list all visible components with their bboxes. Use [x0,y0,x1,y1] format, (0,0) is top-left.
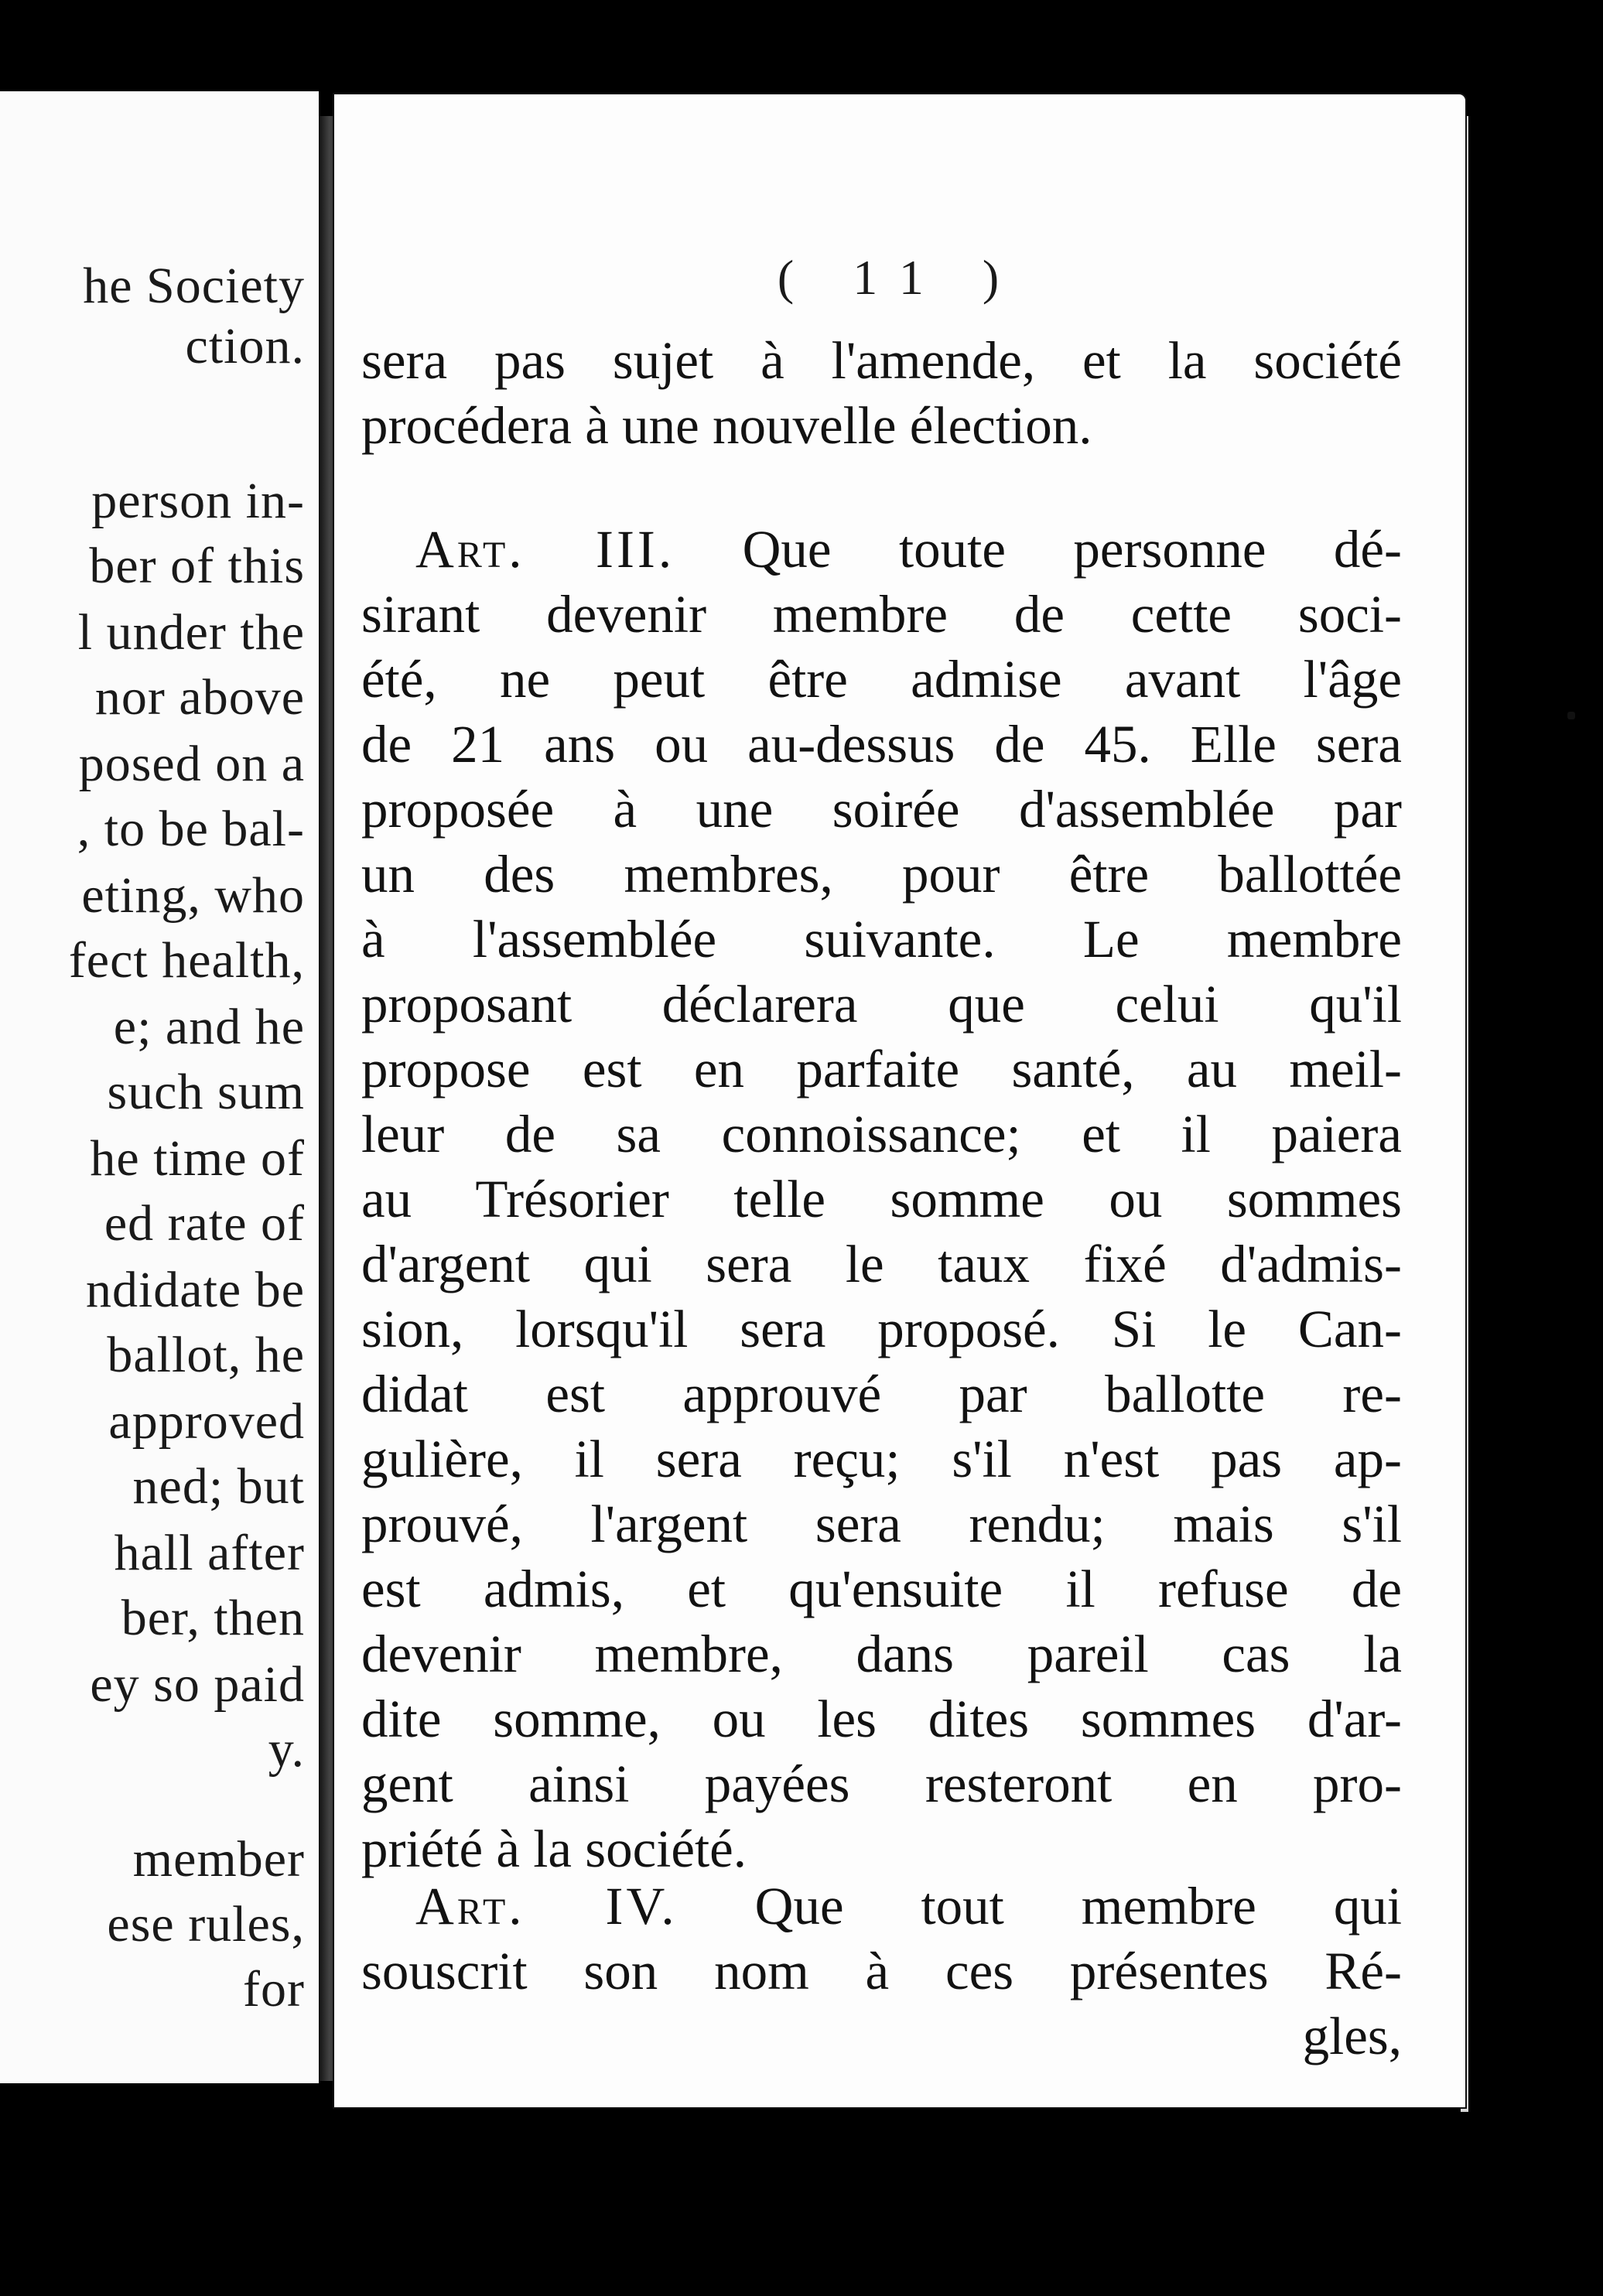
page-number: ( 11 ) [777,250,1023,305]
continued-paragraph [361,328,1402,458]
text-line: un des membres, pour être ballottée [361,845,1402,904]
text-line: propose est en parfaite santé, au meil- [361,1040,1402,1098]
catchword: gles, [1302,2007,1402,2065]
text-line: devenir membre, dans pareil cas la [361,1625,1402,1683]
facing-page-line: , to be bal- [77,801,305,857]
facing-page-line: ber of this [89,538,305,594]
article-3-label: Art. III. [415,520,675,579]
facing-page-line: hall after [114,1525,305,1581]
page-right [334,94,1465,2107]
article-4 [361,1874,1402,2069]
text-line: de 21 ans ou au-dessus de 45. Elle sera [361,715,1402,774]
text-line: à l'assemblée suivante. Le membre [361,910,1402,969]
facing-page-line: y. [268,1721,305,1778]
text-line: priété à la société. [361,1819,747,1878]
facing-page-line: for [243,1961,305,2018]
article-3-first-line [361,517,1402,582]
facing-page-line: member [132,1831,305,1888]
facing-page-line: nor above [94,669,305,726]
facing-page-line: eting, who [81,867,305,924]
text-line: été, ne peut être admise avant l'âge [361,650,1402,709]
text-line: proposant déclarera que celui qu'il [361,975,1402,1034]
facing-page-line: approved [108,1393,305,1450]
facing-page-line: ber, then [121,1590,305,1646]
text-line: sion, lorsqu'il sera proposé. Si le Can- [361,1300,1402,1358]
text-line: prouvé, l'argent sera rendu; mais s'il [361,1495,1402,1553]
facing-page-line: ndidate be [85,1262,305,1318]
text-line: souscrit son nom à ces présentes Ré- [361,1942,1402,2000]
article-3-first-text: Que toute personne dé- [742,520,1402,579]
speck-mark [1567,712,1575,719]
text-line: dite somme, ou les dites sommes d'ar- [361,1690,1402,1748]
facing-page-line: ey so paid [90,1656,305,1713]
facing-page-line: ballot, he [107,1327,305,1383]
facing-page-line: ed rate of [104,1195,305,1252]
facing-page-left [0,91,319,2083]
text-line: sirant devenir membre de cette soci- [361,585,1402,644]
text-line: gulière, il sera reçu; s'il n'est pas ap- [361,1430,1402,1488]
text-line: gent ainsi payées resteront en pro- [361,1754,1402,1813]
text-line: procédera à une nouvelle élection. [361,396,1092,455]
facing-page-line: such sum [107,1064,305,1120]
text-line: sera pas sujet à l'amende, et la société [361,331,1402,390]
text-line: proposée à une soirée d'assemblée par [361,780,1402,839]
article-4-first-text: Que tout membre qui [754,1877,1402,1936]
article-4-first-line [361,1874,1402,1939]
text-line: didat est approuvé par ballotte re- [361,1365,1402,1423]
facing-page-line: ese rules, [107,1896,305,1953]
text-line: d'argent qui sera le taux fixé d'admis- [361,1235,1402,1293]
article-4-label: Art. IV. [415,1877,678,1936]
article-3 [361,517,1402,1881]
facing-page-line: fect health, [68,932,305,989]
facing-page-line: he Society [83,258,305,314]
text-line: est admis, et qu'ensuite il refuse de [361,1560,1402,1618]
text-line: leur de sa connoissance; et il paiera [361,1105,1402,1163]
facing-page-line: person in- [91,473,305,529]
facing-page-line: he time of [90,1130,305,1187]
facing-page-line: posed on a [78,736,305,792]
text-line: au Trésorier telle somme ou sommes [361,1170,1402,1228]
facing-page-line: ned; but [132,1458,305,1515]
facing-page-line: ction. [185,318,305,374]
facing-page-line: e; and he [113,999,305,1055]
facing-page-line: l under the [77,604,305,661]
